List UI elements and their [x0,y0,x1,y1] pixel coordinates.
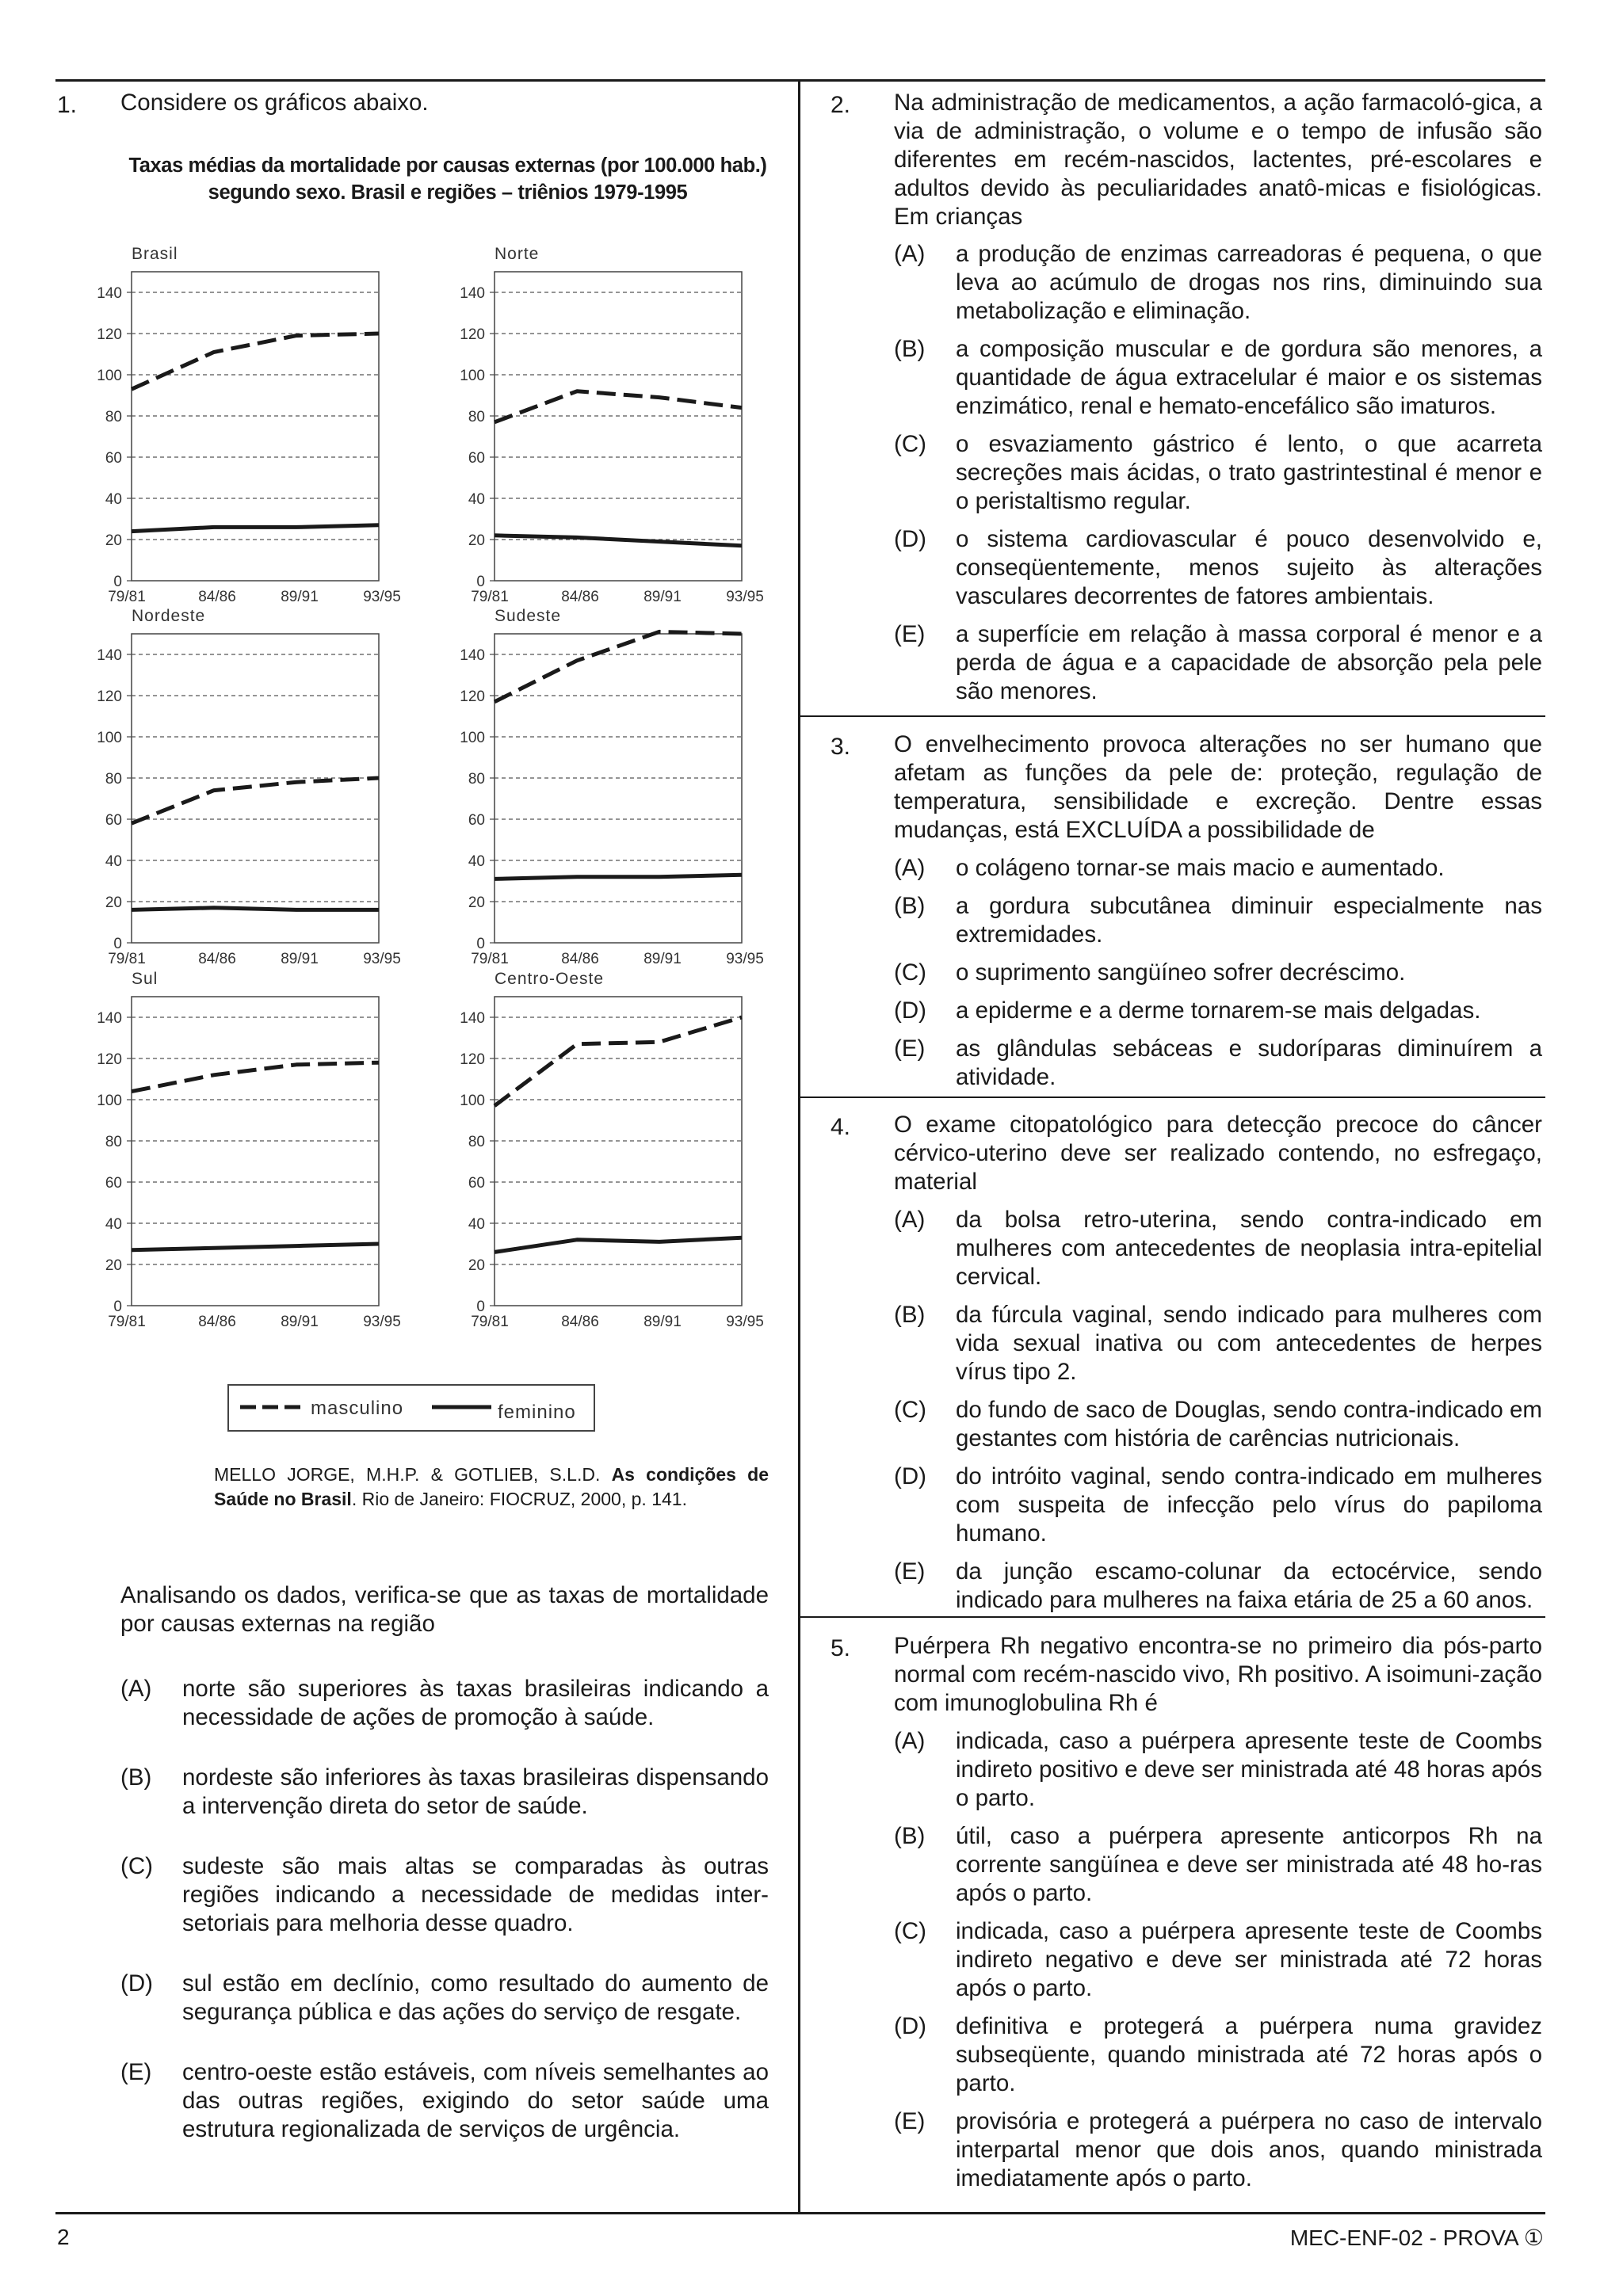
option-text: o esvaziamento gástrico é lento, o que acarreta secreções mais ácidas, o trato gastrintestinal é menor e o peristaltismo regular. [956,431,1542,514]
option-label: (C) [894,959,926,986]
q2-option-d[interactable] [894,525,1542,611]
q5-options [894,1727,1542,2203]
q4-options [894,1206,1542,1624]
q1-stem: Analisando os dados, verifica-se que as taxas de mortalidade por causas externas na região [120,1582,769,1637]
column-divider [798,79,800,2214]
option-text: a epiderme e a derme tornarem-se mais delgadas. [956,997,1481,1024]
y-tick-label: 40 [468,853,485,870]
option-label: (B) [894,1302,926,1328]
y-tick-label: 40 [105,853,122,870]
x-tick-label: 84/86 [198,1314,236,1330]
q2-option-c[interactable] [894,430,1542,516]
option-label: (B) [120,1764,152,1791]
y-tick-label: 60 [105,812,122,829]
series-line-feminino-sudeste [495,875,742,879]
x-tick-label: 93/95 [363,589,401,605]
option-label: (C) [120,1853,153,1879]
y-tick-label: 20 [105,532,122,549]
panel-title-sul: Sul [132,970,158,988]
option-label: (D) [894,2013,926,2039]
y-tick-label: 80 [468,409,485,425]
x-tick-label: 79/81 [108,951,146,967]
y-tick-label: 40 [468,1216,485,1233]
option-label: (C) [894,1397,926,1423]
q1-option-b[interactable] [120,1764,769,1821]
legend-label-feminino: feminino [498,1402,576,1423]
option-label: (E) [894,621,926,647]
x-tick-label: 89/91 [643,589,682,605]
option-label: (E) [894,1558,926,1585]
separator-q2-q3 [800,715,1545,717]
x-tick-label: 84/86 [198,589,236,605]
option-text: o sistema cardiovascular é pouco desenvolvido e, conseqüentemente, menos sujeito às alterações vasculares decorrentes de fatores ambientais. [956,526,1542,609]
option-text: as glândulas sebáceas e sudoríparas diminuírem a atividade. [956,1035,1542,1090]
option-label: (D) [120,1970,153,1997]
q4-option-a[interactable] [894,1206,1542,1291]
q1-options [120,1675,769,2176]
option-text: indicada, caso a puérpera apresente teste de Coombs indireto positivo e deve ser ministrada até 48 horas após o parto. [956,1728,1542,1811]
y-tick-label: 20 [468,1257,485,1274]
y-tick-label: 120 [97,688,122,705]
series-line-feminino-nordeste [132,908,379,910]
x-tick-label: 79/81 [471,589,509,605]
source-title: As condições de Saúde no Brasil [214,1464,769,1509]
legend-label-masculino: masculino [311,1398,404,1419]
option-label: (A) [120,1676,152,1702]
series-line-masculino-nordeste [132,778,379,823]
option-label: (B) [894,336,926,362]
option-text: a composição muscular e de gordura são menores, a quantidade de água extracelular é maior e os sistemas enzimático, renal e hemato-encefálico são imaturos. [956,336,1542,419]
x-tick-label: 84/86 [198,951,236,967]
series-line-feminino-sul [132,1244,379,1250]
q5-option-a[interactable] [894,1727,1542,1813]
y-tick-label: 140 [97,1010,122,1027]
q2-option-b[interactable] [894,335,1542,421]
q1-option-a[interactable] [120,1675,769,1732]
y-tick-label: 140 [97,647,122,664]
y-tick-label: 140 [460,647,485,664]
q2-option-a[interactable] [894,240,1542,326]
q3-options [894,854,1542,1101]
option-label: (A) [894,1207,926,1233]
y-tick-label: 0 [476,574,485,590]
q2-number: 2. [831,92,851,118]
option-text: o colágeno tornar-se mais macio e aumentado. [956,855,1445,881]
option-label: (D) [894,526,926,552]
y-tick-label: 20 [105,1257,122,1274]
y-tick-label: 40 [105,1216,122,1233]
option-text: do fundo de saco de Douglas, sendo contra-indicado em gestantes com história de carências nutricionais. [956,1397,1542,1451]
q3-option-e[interactable] [894,1035,1542,1092]
chart-source [214,1463,769,1512]
q4-option-d[interactable] [894,1463,1542,1548]
q1-option-d[interactable] [120,1970,769,2027]
option-text: norte são superiores às taxas brasileiras indicando a necessidade de ações de promoção à saúde. [182,1676,769,1730]
exam-code: MEC-ENF-02 - PROVA ① [1289,2225,1544,2250]
x-tick-label: 79/81 [108,1314,146,1330]
q4-option-b[interactable] [894,1301,1542,1386]
option-text: da bolsa retro-uterina, sendo contra-indicado em mulheres com antecedentes de neoplasia intra-epitelial cervical. [956,1207,1542,1290]
option-text: indicada, caso a puérpera apresente teste de Coombs indireto negativo e deve ser ministrada até 72 horas após o parto. [956,1918,1542,2001]
q3-number: 3. [831,734,851,760]
q4-number: 4. [831,1114,851,1140]
x-tick-label: 93/95 [726,1314,764,1330]
y-tick-label: 60 [105,450,122,467]
q1-number: 1. [57,92,78,118]
y-tick-label: 80 [105,409,122,425]
y-tick-label: 20 [105,894,122,911]
y-tick-label: 140 [460,285,485,302]
y-tick-label: 0 [113,936,122,952]
mortality-charts [0,0,792,1423]
y-tick-label: 60 [468,450,485,467]
series-line-masculino-sudeste [495,631,742,701]
option-text: sul estão em declínio, como resultado do aumento de segurança pública e das ações do serviço de resgate. [182,1970,769,2025]
q5-option-c[interactable] [894,1917,1542,2003]
q4-option-c[interactable] [894,1396,1542,1453]
series-line-masculino-centro-oeste [495,1017,742,1106]
x-tick-label: 89/91 [281,951,319,967]
y-tick-label: 100 [460,730,485,746]
panel-title-sudeste: Sudeste [495,607,562,625]
y-tick-label: 140 [460,1010,485,1027]
option-text: útil, caso a puérpera apresente anticorpos Rh na corrente sangüínea e deve ser ministrada até 48 ho-ras após o parto. [956,1823,1542,1906]
option-text: provisória e protegerá a puérpera no caso de intervalo interpartal menor que dois anos, quando ministrada imediatamente após o parto. [956,2108,1542,2191]
y-tick-label: 60 [468,812,485,829]
plot-frame-brasil [132,272,379,581]
series-line-feminino-brasil [132,525,379,532]
option-label: (E) [894,1035,926,1062]
option-label: (C) [894,431,926,457]
q5-option-b[interactable] [894,1822,1542,1908]
y-tick-label: 80 [468,1134,485,1150]
x-tick-label: 84/86 [561,951,599,967]
y-tick-label: 0 [113,574,122,590]
bottom-rule [55,2212,1545,2214]
option-label: (C) [894,1918,926,1944]
option-label: (B) [894,1823,926,1849]
panel-title-brasil: Brasil [132,245,178,263]
source-rest: . Rio de Janeiro: FIOCRUZ, 2000, p. 141. [351,1489,687,1509]
chart-title: Taxas médias da mortalidade por causas externas (por 100.000 hab.) segundo sexo. Brasil e regiões – triênios 1979-1995 [128,154,767,204]
q3-stem: O envelhecimento provoca alterações no ser humano que afetam as funções da pele de: proteção, regulação de temperatura, sensibilidade e excreção. Dentre essas mudanças, está EXCLUÍDA a possibilidade de [894,731,1542,843]
q3-option-a[interactable] [894,854,1542,883]
q5-option-d[interactable] [894,2012,1542,2098]
x-tick-label: 84/86 [561,589,599,605]
plot-frame-sul [132,997,379,1306]
panel-title-nordeste: Nordeste [132,607,206,625]
y-tick-label: 100 [97,1093,122,1109]
y-tick-label: 40 [105,491,122,508]
x-tick-label: 79/81 [471,1314,509,1330]
q1-option-e[interactable] [120,2058,769,2144]
y-tick-label: 120 [460,688,485,705]
q4-option-e[interactable] [894,1558,1542,1615]
option-text: o suprimento sangüíneo sofrer decréscimo. [956,959,1406,986]
x-tick-label: 93/95 [363,1314,401,1330]
option-label: (D) [894,1463,926,1489]
option-text: centro-oeste estão estáveis, com níveis semelhantes ao das outras regiões, exigindo do setor saúde uma estrutura regionalizada de serviços de urgência. [182,2059,769,2142]
q3-option-b[interactable] [894,892,1542,949]
option-text: da fúrcula vaginal, sendo indicado para mulheres com vida sexual inativa ou com antecedentes de herpes vírus tipo 2. [956,1302,1542,1385]
option-text: do intróito vaginal, sendo contra-indicado em mulheres com suspeita de infecção pelo vírus do papiloma humano. [956,1463,1542,1547]
series-line-feminino-norte [495,536,742,546]
y-tick-label: 140 [97,285,122,302]
option-label: (E) [120,2059,152,2085]
x-tick-label: 79/81 [108,589,146,605]
panel-title-centro-oeste: Centro-Oeste [495,970,605,988]
q5-option-e[interactable] [894,2107,1542,2193]
option-text: nordeste são inferiores às taxas brasileiras dispensando a intervenção direta do setor de saúde. [182,1764,769,1819]
option-text: a produção de enzimas carreadoras é pequena, o que leva ao acúmulo de drogas nos rins, diminuindo sua metabolização e eliminação. [956,241,1542,324]
q5-number: 5. [831,1635,851,1661]
q3-option-c[interactable] [894,959,1542,987]
q5-stem: Puérpera Rh negativo encontra-se no primeiro dia pós-parto normal com recém-nascido vivo, Rh positivo. A isoimuni-zação com imunoglobulina Rh é [894,1633,1542,1716]
q2-options [894,240,1542,715]
y-tick-label: 0 [476,936,485,952]
plot-frame-nordeste [132,634,379,943]
y-tick-label: 100 [460,368,485,384]
x-tick-label: 79/81 [471,951,509,967]
y-tick-label: 20 [468,894,485,911]
option-label: (A) [894,855,926,881]
page-number: 2 [57,2225,70,2249]
panel-title-norte: Norte [495,245,540,263]
y-tick-label: 120 [97,326,122,343]
q3-option-d[interactable] [894,997,1542,1025]
y-tick-label: 60 [105,1175,122,1192]
x-tick-label: 89/91 [281,1314,319,1330]
option-text: a gordura subcutânea diminuir especialmente nas extremidades. [956,893,1542,948]
option-label: (A) [894,241,926,267]
y-tick-label: 120 [460,1051,485,1068]
x-tick-label: 93/95 [726,589,764,605]
option-text: da junção escamo-colunar da ectocérvice, sendo indicado para mulheres na faixa etária de 25 a 60 anos. [956,1558,1542,1613]
option-label: (D) [894,997,926,1024]
x-tick-label: 89/91 [643,951,682,967]
y-tick-label: 100 [97,730,122,746]
option-text: a superfície em relação à massa corporal é menor e a perda de água e a capacidade de absorção pela pele são menores. [956,621,1542,704]
option-label: (A) [894,1728,926,1754]
x-tick-label: 93/95 [726,951,764,967]
y-tick-label: 40 [468,491,485,508]
q1-intro: Considere os gráficos abaixo. [120,90,429,116]
y-tick-label: 80 [105,771,122,788]
series-line-feminino-centro-oeste [495,1238,742,1252]
q2-stem: Na administração de medicamentos, a ação farmacoló-gica, a via de administração, o volume e o tempo de infusão são diferentes em recém-nascidos, lactentes, pré-escolares e adultos devido às peculiaridades anatô-micas e fisiológicas. Em crianças [894,90,1542,230]
series-line-masculino-sul [132,1062,379,1091]
y-tick-label: 100 [97,368,122,384]
x-tick-label: 84/86 [561,1314,599,1330]
q4-stem: O exame citopatológico para detecção precoce do câncer cérvico-uterino deve ser realizado contendo, no esfregaço, material [894,1112,1542,1195]
option-text: definitiva e protegerá a puérpera numa gravidez subseqüente, quando ministrada até 72 horas após o parto. [956,2013,1542,2096]
plot-frame-sudeste [495,634,742,943]
x-tick-label: 89/91 [281,589,319,605]
y-tick-label: 0 [476,1299,485,1315]
y-tick-label: 100 [460,1093,485,1109]
option-label: (E) [894,2108,926,2134]
option-label: (B) [894,893,926,919]
y-tick-label: 0 [113,1299,122,1315]
source-authors: MELLO JORGE, M.H.P. & GOTLIEB, S.L.D. [214,1464,601,1485]
y-tick-label: 80 [468,771,485,788]
y-tick-label: 60 [468,1175,485,1192]
y-tick-label: 80 [105,1134,122,1150]
series-line-masculino-norte [495,391,742,422]
option-text: sudeste são mais altas se comparadas às outras regiões indicando a necessidade de medidas inter-setoriais para melhoria desse quadro. [182,1853,769,1936]
series-line-masculino-brasil [132,334,379,389]
y-tick-label: 120 [97,1051,122,1068]
x-tick-label: 93/95 [363,951,401,967]
q1-option-c[interactable] [120,1852,769,1938]
x-tick-label: 89/91 [643,1314,682,1330]
y-tick-label: 120 [460,326,485,343]
q2-option-e[interactable] [894,620,1542,706]
y-tick-label: 20 [468,532,485,549]
